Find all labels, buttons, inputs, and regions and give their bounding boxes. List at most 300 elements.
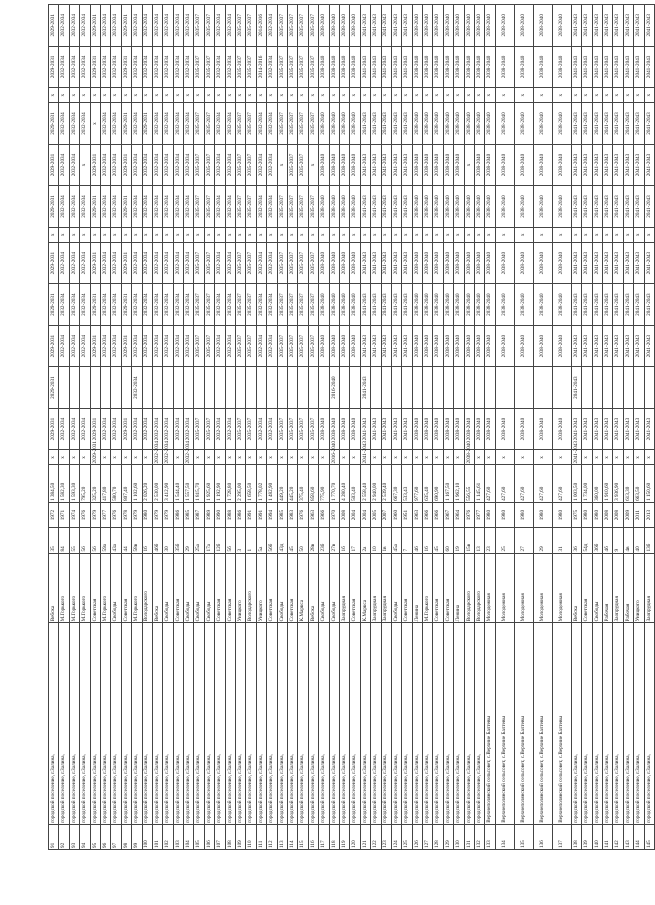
house-number-cell: 31 xyxy=(552,528,571,553)
street-cell: Заопрудная xyxy=(644,553,654,623)
mark-cell: х xyxy=(592,88,602,103)
period-cell: 2041-2043 xyxy=(402,325,412,366)
period-cell: 2041-2043 xyxy=(634,5,644,47)
mark-cell: х xyxy=(173,88,183,103)
table-row xyxy=(246,5,256,850)
period-cell xyxy=(391,367,401,408)
period-cell: 2032-2034 xyxy=(152,408,162,449)
period-cell: 2041-2043 xyxy=(371,46,381,87)
area-cell: 1 145,61 xyxy=(475,465,485,502)
build-year-cell: 1979 xyxy=(90,502,100,527)
table-row xyxy=(142,5,152,850)
mark-cell: х xyxy=(80,450,90,465)
area-cell: 556,55 xyxy=(464,465,474,502)
period-cell: 2032-2034 xyxy=(69,144,79,185)
house-number-cell: 29 xyxy=(533,528,552,553)
period-cell: 2035-2037 xyxy=(308,103,318,144)
period-cell: 2032-2034 xyxy=(132,284,142,325)
house-number-cell: 35 xyxy=(49,528,59,553)
build-year-cell: 1976 xyxy=(111,502,121,527)
mark-cell: х xyxy=(184,227,194,242)
period-cell: 2038-2040 xyxy=(533,144,552,185)
row-number: 121 xyxy=(360,824,370,849)
period-cell: 2032-2034 xyxy=(132,242,142,283)
period-cell: 2035-2037 xyxy=(308,5,318,47)
street-cell: Ленина xyxy=(412,553,422,623)
build-year-cell: 1988 xyxy=(225,502,235,527)
table-row xyxy=(454,5,464,850)
period-cell: 2038-2040 xyxy=(464,325,474,366)
period-cell: 2038-2040 xyxy=(319,46,329,87)
period-cell: 2041-2043 xyxy=(381,325,391,366)
mark-cell: х xyxy=(475,227,485,242)
period-cell: 2035-2037 xyxy=(298,325,308,366)
table-row xyxy=(533,5,552,850)
area-cell: 663,50 xyxy=(634,465,644,502)
period-cell: 2032-2034 xyxy=(163,46,173,87)
period-cell: 2041-2043 xyxy=(381,103,391,144)
period-cell: 2032-2034 xyxy=(215,284,225,325)
period-cell: 2032-2034 xyxy=(142,408,152,449)
build-year-cell: 2005 xyxy=(371,502,381,527)
period-cell: 2032-2034 xyxy=(173,284,183,325)
period-cell: 2032-2034 xyxy=(80,46,90,87)
period-cell: 2038-2040 xyxy=(464,242,474,283)
period-cell: 2038-2040 xyxy=(339,103,349,144)
mark-cell: х xyxy=(475,450,485,465)
period-cell: 2041-2043 xyxy=(571,144,581,185)
period-cell: 2035-2037 xyxy=(204,242,214,283)
period-cell: 2041-2043 xyxy=(623,46,633,87)
address-cell: городской поселение, г.Залина, xyxy=(623,623,633,824)
row-number: 144 xyxy=(634,824,644,849)
address-cell: городской поселение, г.Залина, xyxy=(582,623,592,824)
period-cell: 2035-2037 xyxy=(246,5,256,47)
table-row xyxy=(443,5,453,850)
table-row xyxy=(634,5,644,850)
period-cell: 2032-2034 xyxy=(267,46,277,87)
period-cell: 2041-2043 xyxy=(360,144,370,185)
area-cell: 635,40 xyxy=(423,465,433,502)
build-year-cell: 1989 xyxy=(204,502,214,527)
row-number: 110 xyxy=(246,824,256,849)
row-number: 141 xyxy=(602,824,612,849)
period-cell: 2041-2043 xyxy=(402,5,412,47)
period-cell: 2041-2043 xyxy=(644,46,654,87)
mark-cell: 2038-2040 xyxy=(464,450,474,465)
house-number-cell: 50 xyxy=(298,528,308,553)
address-cell: городской поселение, г.Залина, xyxy=(142,623,152,824)
period-cell xyxy=(514,367,533,408)
period-cell: 2029-2031 xyxy=(121,186,131,227)
period-cell: 2029-2031 xyxy=(121,284,131,325)
house-number-cell: 16 xyxy=(423,528,433,553)
mark-cell: х xyxy=(319,227,329,242)
address-cell: городской поселение, г.Залина, xyxy=(464,623,474,824)
period-cell: 2032-2034 xyxy=(132,408,142,449)
area-cell: 427,60 xyxy=(533,465,552,502)
house-number-cell: 35б xyxy=(173,528,183,553)
row-number: 140 xyxy=(592,824,602,849)
period-cell: 2032-2034 xyxy=(215,103,225,144)
period-cell: 2041-2043 xyxy=(592,103,602,144)
period-cell: 2038-2040 xyxy=(443,103,453,144)
mark-cell: х xyxy=(371,450,381,465)
period-cell: 2041-2043 xyxy=(582,284,592,325)
period-cell: 2041-2043 xyxy=(634,408,644,449)
address-cell: городской поселение, г.Залина, xyxy=(381,623,391,824)
period-cell: 2032-2034 xyxy=(152,284,162,325)
address-cell: городской поселение, г.Залина, xyxy=(402,623,412,824)
mark-cell: х xyxy=(360,227,370,242)
build-year-cell: 1979 xyxy=(163,502,173,527)
street-cell: Заопрудная xyxy=(339,553,349,623)
table-row xyxy=(111,5,121,850)
period-cell: 2038-2040 xyxy=(454,103,464,144)
house-number-cell: 84 xyxy=(59,528,69,553)
period-cell: 2038-2040 xyxy=(552,186,571,227)
mark-cell: 2041-2043 xyxy=(360,450,370,465)
street-cell: Советская xyxy=(225,553,235,623)
house-number-cell: 1б xyxy=(339,528,349,553)
mark-cell: х xyxy=(69,88,79,103)
period-cell: 2032-2034 xyxy=(69,186,79,227)
row-number: 106 xyxy=(204,824,214,849)
period-cell: 2041-2043 xyxy=(602,144,612,185)
period-cell: 2032-2034 xyxy=(225,408,235,449)
period-cell: 2038-2040 xyxy=(350,242,360,283)
mark-cell: х xyxy=(49,450,59,465)
address-cell: Верхнеполянский сельсовет, с.Верхние Балтевы xyxy=(552,623,571,824)
period-cell: 2032-2034 xyxy=(142,284,152,325)
address-cell: городской поселение, г.Залина, xyxy=(287,623,297,824)
period-cell: 2038-2040 xyxy=(552,5,571,47)
period-cell: 2035-2037 xyxy=(236,325,246,366)
period-cell xyxy=(350,367,360,408)
period-cell xyxy=(236,367,246,408)
period-cell: 2038-2040 xyxy=(339,408,349,449)
build-year-cell: 2004 xyxy=(350,502,360,527)
period-cell: 2038-2040 xyxy=(433,186,443,227)
mark-cell: х xyxy=(90,88,100,103)
mark-cell: х xyxy=(121,227,131,242)
period-cell: 2038-2040 xyxy=(443,186,453,227)
build-year-cell: 1979 xyxy=(152,502,162,527)
period-cell: 2035-2037 xyxy=(277,284,287,325)
area-cell: 533,43 xyxy=(402,465,412,502)
period-cell: 2032-2034 xyxy=(152,325,162,366)
build-year-cell: 1964 xyxy=(454,502,464,527)
table-row xyxy=(80,5,90,850)
address-cell: городской поселение, г.Залина, xyxy=(225,623,235,824)
street-cell: Свободы xyxy=(592,553,602,623)
address-cell: городской поселение, г.Залина, xyxy=(215,623,225,824)
period-cell: 2029-2031 xyxy=(49,408,59,449)
area-cell: 580,70 xyxy=(111,465,121,502)
period-cell: 2038-2040 xyxy=(495,408,514,449)
period-cell: 2038-2040 xyxy=(443,5,453,47)
period-cell: 2032-2034 xyxy=(225,5,235,47)
period-cell: 2032-2034 xyxy=(80,325,90,366)
period-cell: 2035-2037 xyxy=(298,284,308,325)
period-cell: 2041-2043 xyxy=(592,408,602,449)
period-cell xyxy=(592,367,602,408)
mark-cell: х xyxy=(256,450,266,465)
period-cell: 2035-2037 xyxy=(246,46,256,87)
area-cell: 1 815,70 xyxy=(194,465,204,502)
period-cell: 2035-2037 xyxy=(308,284,318,325)
period-cell: 2032-2034 xyxy=(80,408,90,449)
row-number: 94 xyxy=(80,824,90,849)
period-cell: 2038-2040 xyxy=(475,144,485,185)
mark-cell: х xyxy=(454,227,464,242)
period-cell: 2041-2043 xyxy=(360,103,370,144)
period-cell: 2035-2037 xyxy=(308,242,318,283)
row-number: 125 xyxy=(402,824,412,849)
mark-cell: х xyxy=(256,88,266,103)
build-year-cell: 1970 xyxy=(329,502,339,527)
house-number-cell: 5б xyxy=(225,528,235,553)
period-cell: 2038-2040 xyxy=(533,186,552,227)
build-year-cell: 2013 xyxy=(644,502,654,527)
period-cell: 2029-2031 xyxy=(90,242,100,283)
street-cell: Вебска xyxy=(49,553,59,623)
area-cell: 1 557,50 xyxy=(184,465,194,502)
address-cell: городской поселение, г.Залина, xyxy=(350,623,360,824)
period-cell: 2041-2043 xyxy=(592,186,602,227)
period-cell: 2032-2034 xyxy=(267,186,277,227)
period-cell: 2032-2034 xyxy=(256,284,266,325)
mark-cell: х xyxy=(475,88,485,103)
period-cell: 2038-2040 xyxy=(514,144,533,185)
period-cell: 2032-2034 xyxy=(184,242,194,283)
mark-cell: х xyxy=(194,450,204,465)
address-cell: городской поселение, г.Залина, xyxy=(571,623,581,824)
period-cell xyxy=(225,367,235,408)
period-cell xyxy=(339,367,349,408)
period-cell: 2032-2034 xyxy=(100,408,110,449)
mark-cell: х xyxy=(381,227,391,242)
period-cell: 2041-2043 xyxy=(360,46,370,87)
period-cell: 2035-2037 xyxy=(194,408,204,449)
period-cell: 2032-2034 xyxy=(173,144,183,185)
period-cell: 2035-2037 xyxy=(236,144,246,185)
mark-cell: х xyxy=(246,227,256,242)
area-cell: 360,00 xyxy=(592,465,602,502)
row-number: 95 xyxy=(90,824,100,849)
period-cell: 2032-2034 xyxy=(69,103,79,144)
row-number: 91 xyxy=(49,824,59,849)
table-row xyxy=(69,5,79,850)
period-cell: 2041-2043 xyxy=(371,408,381,449)
mark-cell: х xyxy=(69,227,79,242)
period-cell: 2038-2040 xyxy=(485,408,495,449)
area-cell: 449,20 xyxy=(277,465,287,502)
house-number-cell: 54д xyxy=(582,528,592,553)
mark-cell: х xyxy=(215,88,225,103)
area-cell: 1 593,30 xyxy=(69,465,79,502)
period-cell: 2041-2043 xyxy=(381,284,391,325)
mark-cell: х xyxy=(298,227,308,242)
period-cell: 2032-2034 xyxy=(152,103,162,144)
period-cell: 2038-2040 xyxy=(464,186,474,227)
mark-cell: 2032-2034 xyxy=(163,450,173,465)
period-cell: 2038-2040 xyxy=(433,325,443,366)
row-number: 139 xyxy=(582,824,592,849)
mark-cell: х xyxy=(90,227,100,242)
period-cell: 2038-2040 xyxy=(329,5,339,47)
period-cell: 2038-2040 xyxy=(475,325,485,366)
period-cell: 2038-2040 xyxy=(350,408,360,449)
mark-cell: 2041-2043 xyxy=(571,450,581,465)
period-cell: 2038-2040 xyxy=(454,186,464,227)
table-row xyxy=(391,5,401,850)
street-cell: Молодежная xyxy=(514,553,533,623)
area-cell: 613,30 xyxy=(623,465,633,502)
house-number-cell: 43д xyxy=(277,528,287,553)
address-cell: городской поселение, г.Залина, xyxy=(298,623,308,824)
address-cell: городской поселение, г.Залина, xyxy=(80,623,90,824)
period-cell: 2038-2040 xyxy=(552,284,571,325)
period-cell: 2038-2040 xyxy=(475,103,485,144)
build-year-cell: 1980 xyxy=(485,502,495,527)
build-year-cell: 1951 xyxy=(402,502,412,527)
build-year-cell: 1967 xyxy=(443,502,453,527)
street-cell: Советская xyxy=(90,553,100,623)
table-row xyxy=(339,5,349,850)
period-cell: 2038-2040 xyxy=(495,242,514,283)
mark-cell: х xyxy=(152,88,162,103)
area-cell: 1 384,50 xyxy=(49,465,59,502)
period-cell: 2032-2034 xyxy=(225,144,235,185)
period-cell: 2038-2040 xyxy=(475,46,485,87)
period-cell xyxy=(152,367,162,408)
area-cell: 1 770,70 xyxy=(329,465,339,502)
period-cell: 2041-2043 xyxy=(391,242,401,283)
period-cell: 2038-2040 xyxy=(319,5,329,47)
build-year-cell: 1976 xyxy=(80,502,90,527)
address-cell: городской поселение, г.Залина, xyxy=(308,623,318,824)
period-cell: 2029-2031 xyxy=(121,144,131,185)
area-cell: 1 734,00 xyxy=(582,465,592,502)
period-cell: 2041-2043 xyxy=(602,325,612,366)
period-cell: 2032-2034 xyxy=(215,46,225,87)
row-number: 118 xyxy=(329,824,339,849)
area-cell: 667,30 xyxy=(391,465,401,502)
period-cell xyxy=(475,367,485,408)
period-cell: 2038-2040 xyxy=(514,242,533,283)
period-cell: 2035-2037 xyxy=(287,5,297,47)
build-year-cell: 1994 xyxy=(267,502,277,527)
mark-cell: х xyxy=(644,227,654,242)
period-cell: 2041-2043 xyxy=(402,408,412,449)
mark-cell: х xyxy=(514,88,533,103)
period-cell: 2041-2043 xyxy=(582,242,592,283)
house-number-cell: 56 xyxy=(90,528,100,553)
period-cell: 2032-2034 xyxy=(111,5,121,47)
period-cell: 2041-2043 xyxy=(623,325,633,366)
row-number: 138 xyxy=(571,824,581,849)
period-cell: х xyxy=(90,103,100,144)
period-cell: 2038-2040 xyxy=(339,186,349,227)
period-cell: 2032-2034 xyxy=(100,284,110,325)
period-cell: 2035-2037 xyxy=(204,46,214,87)
area-cell: 427,60 xyxy=(485,465,495,502)
repair-schedule-table xyxy=(48,4,655,850)
area-cell: 1 150,60 xyxy=(644,465,654,502)
period-cell: 2038-2040 xyxy=(443,284,453,325)
period-cell: 2035-2037 xyxy=(298,144,308,185)
period-cell: 2032-2034 xyxy=(267,242,277,283)
period-cell: 2032-2034 xyxy=(69,5,79,47)
mark-cell: х xyxy=(111,227,121,242)
mark-cell: х xyxy=(514,450,533,465)
period-cell: 2032-2034 xyxy=(163,242,173,283)
mark-cell: х xyxy=(59,88,69,103)
period-cell: 2041-2043 xyxy=(391,325,401,366)
build-year-cell: 1986 xyxy=(236,502,246,527)
period-cell: 2041-2043 xyxy=(592,5,602,47)
period-cell: 2035-2037 xyxy=(246,284,256,325)
period-cell: 2041-2043 xyxy=(381,46,391,87)
period-cell: 2038-2040 xyxy=(443,144,453,185)
period-cell: 2029-2031 xyxy=(90,408,100,449)
build-year-cell: 1966 xyxy=(423,502,433,527)
period-cell: 2016-2040 xyxy=(329,367,339,408)
period-cell: 2032-2034 xyxy=(111,46,121,87)
period-cell xyxy=(308,367,318,408)
period-cell xyxy=(319,367,329,408)
area-cell: 807,40 xyxy=(121,465,131,502)
mark-cell: х xyxy=(402,88,412,103)
mark-cell: х xyxy=(287,450,297,465)
mark-cell: х xyxy=(142,450,152,465)
house-number-cell: 4б xyxy=(602,528,612,553)
mark-cell: х xyxy=(339,227,349,242)
build-year-cell: 2007 xyxy=(381,502,391,527)
period-cell: 2038-2040 xyxy=(533,103,552,144)
period-cell: 2038-2040 xyxy=(319,408,329,449)
period-cell xyxy=(204,367,214,408)
period-cell: х xyxy=(308,144,318,185)
period-cell: 2032-2034 xyxy=(69,284,79,325)
area-cell: 2 530,00 xyxy=(152,465,162,502)
period-cell: 2038-2040 xyxy=(423,242,433,283)
period-cell: 2038-2040 xyxy=(423,325,433,366)
period-cell: 2038-2040 xyxy=(485,284,495,325)
period-cell: 2041-2043 xyxy=(613,103,623,144)
row-number: 123 xyxy=(381,824,391,849)
period-cell: 2032-2034 xyxy=(59,284,69,325)
period-cell: 2038-2040 xyxy=(412,5,422,47)
address-cell: Верхнеполянский сельсовет, с.Верхние Балтевы xyxy=(485,623,495,824)
period-cell: 2032-2034 xyxy=(215,242,225,283)
house-number-cell: 29 xyxy=(184,528,194,553)
build-year-cell: 1980 xyxy=(582,502,592,527)
period-cell: 2032-2034 xyxy=(184,144,194,185)
table-row xyxy=(267,5,277,850)
period-cell: 2029-2031 xyxy=(49,242,59,283)
period-cell: х xyxy=(80,144,90,185)
house-number-cell: 28в xyxy=(308,528,318,553)
area-cell: 3 936,90 xyxy=(613,465,623,502)
period-cell: 2041-2043 xyxy=(592,325,602,366)
period-cell: 2038-2040 xyxy=(350,284,360,325)
period-cell: 2035-2037 xyxy=(204,144,214,185)
house-number-cell: 16 xyxy=(142,528,152,553)
row-number: 105 xyxy=(194,824,204,849)
mark-cell: х xyxy=(132,227,142,242)
